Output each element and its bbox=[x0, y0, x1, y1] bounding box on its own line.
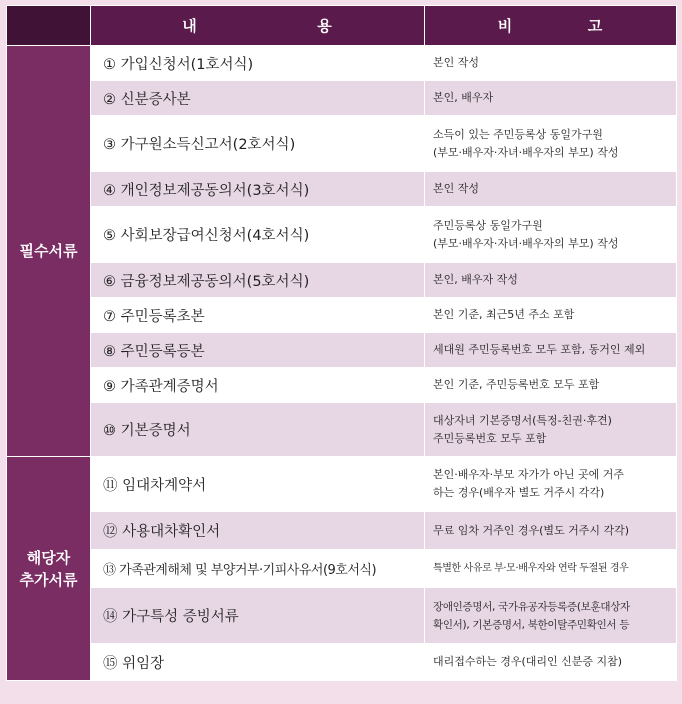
note-line: (부모·배우자·자녀·배우자의 부모) 작성 bbox=[433, 236, 619, 250]
note-cell bbox=[425, 550, 677, 588]
table-row bbox=[7, 116, 677, 172]
note-cell bbox=[425, 81, 677, 116]
header-content bbox=[91, 6, 425, 46]
note-cell bbox=[425, 588, 677, 644]
table-row bbox=[7, 81, 677, 116]
header-content-char-2: 용 bbox=[317, 17, 333, 35]
header-category-cell bbox=[7, 6, 91, 46]
item-cell: ⑧ 주민등록등본 bbox=[91, 333, 425, 368]
table-row bbox=[7, 644, 677, 681]
item-cell: ③ 가구원소득신고서(2호서식) bbox=[91, 116, 425, 172]
note-line: 특별한 사유로 부·모·배우자와 연락 두절된 경우 bbox=[433, 562, 629, 574]
note-cell bbox=[425, 263, 677, 298]
item-cell: ⑩ 기본증명서 bbox=[91, 403, 425, 457]
note-line: (부모·배우자·자녀·배우자의 부모) 작성 bbox=[433, 145, 619, 159]
note-cell bbox=[425, 207, 677, 263]
note-cell bbox=[425, 298, 677, 333]
category-required-documents bbox=[7, 46, 91, 457]
note-cell bbox=[425, 333, 677, 368]
table-header-row bbox=[7, 6, 677, 46]
note-line: 장애인증명서, 국가유공자등록증(보훈대상자 bbox=[433, 600, 630, 613]
note-line: 하는 경우(배우자 별도 거주시 각각) bbox=[433, 486, 605, 499]
note-cell bbox=[425, 644, 677, 681]
note-line: 본인 작성 bbox=[433, 182, 480, 195]
note-line: 대리접수하는 경우(대리인 신분증 지참) bbox=[433, 655, 623, 668]
required-documents-table bbox=[6, 5, 677, 681]
note-line: 소득이 있는 주민등록상 동일가구원 bbox=[433, 127, 603, 141]
table-row bbox=[7, 172, 677, 207]
note-line: 주민등록상 동일가구원 bbox=[433, 218, 543, 232]
table-row bbox=[7, 550, 677, 588]
table-row bbox=[7, 368, 677, 403]
category-label-line-1: 해당자 bbox=[26, 548, 71, 567]
header-remarks bbox=[425, 6, 677, 46]
table-row bbox=[7, 512, 677, 550]
note-cell bbox=[425, 46, 677, 81]
item-cell: ⑮ 위임장 bbox=[91, 644, 425, 681]
item-cell: ⑬ 가족관계해체 및 부양거부·기피사유서(9호서식) bbox=[91, 550, 425, 588]
note-cell bbox=[425, 512, 677, 550]
note-line: 무료 임차 거주인 경우(별도 거주시 각각) bbox=[433, 523, 630, 537]
note-line: 본인 기준, 최근5년 주소 포함 bbox=[433, 308, 575, 321]
category-label: 필수서류 bbox=[19, 242, 78, 260]
item-cell: ⑨ 가족관계증명서 bbox=[91, 368, 425, 403]
note-cell bbox=[425, 403, 677, 457]
header-remarks-char-2: 고 bbox=[587, 17, 604, 35]
note-line: 대상자녀 기본증명서(특정-친권·후견) bbox=[433, 413, 612, 427]
item-cell: ⑪ 임대차계약서 bbox=[91, 457, 425, 512]
note-cell bbox=[425, 457, 677, 512]
item-cell: ② 신분증사본 bbox=[91, 81, 425, 116]
table-row bbox=[7, 588, 677, 644]
item-cell: ⑥ 금융정보제공동의서(5호서식) bbox=[91, 263, 425, 298]
note-line: 본인, 배우자 작성 bbox=[433, 273, 518, 286]
table-row bbox=[7, 298, 677, 333]
note-cell bbox=[425, 116, 677, 172]
note-line: 확인서), 기본증명서, 북한이탈주민확인서 등 bbox=[433, 618, 630, 631]
item-cell: ⑦ 주민등록초본 bbox=[91, 298, 425, 333]
header-remarks-char-1: 비 bbox=[497, 17, 514, 35]
document-table-wrapper bbox=[6, 5, 676, 699]
table-row bbox=[7, 457, 677, 512]
note-line: 본인, 배우자 bbox=[433, 91, 494, 104]
note-line: 주민등록번호 모두 포함 bbox=[433, 431, 547, 445]
header-content-char-1: 내 bbox=[182, 17, 198, 35]
category-label-line-2: 추가서류 bbox=[19, 570, 78, 589]
table-row bbox=[7, 333, 677, 368]
note-cell bbox=[425, 172, 677, 207]
item-cell: ⑫ 사용대차확인서 bbox=[91, 512, 425, 550]
category-additional-documents bbox=[7, 457, 91, 681]
note-line: 세대원 주민등록번호 모두 포함, 동거인 제외 bbox=[433, 343, 646, 356]
table-row bbox=[7, 403, 677, 457]
item-cell: ⑤ 사회보장급여신청서(4호서식) bbox=[91, 207, 425, 263]
table-row bbox=[7, 207, 677, 263]
table-row bbox=[7, 46, 677, 81]
item-cell: ④ 개인정보제공동의서(3호서식) bbox=[91, 172, 425, 207]
note-cell bbox=[425, 368, 677, 403]
table-row bbox=[7, 263, 677, 298]
item-cell: ⑭ 가구특성 증빙서류 bbox=[91, 588, 425, 644]
note-line: 본인 작성 bbox=[433, 56, 480, 69]
item-cell: ① 가입신청서(1호서식) bbox=[91, 46, 425, 81]
note-line: 본인 기준, 주민등록번호 모두 포함 bbox=[433, 378, 600, 391]
note-line: 본인·배우자·부모 자가가 아닌 곳에 거주 bbox=[433, 468, 624, 481]
